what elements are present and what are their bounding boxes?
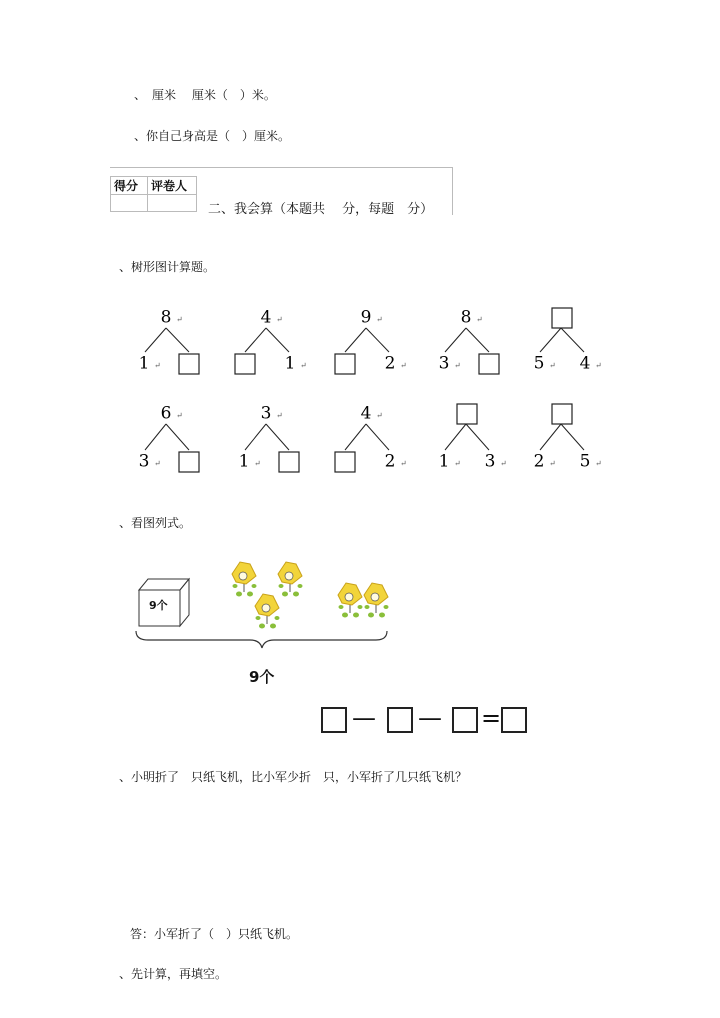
return-mark-icon: ↵ — [300, 361, 307, 370]
return-mark-icon: ↵ — [476, 315, 483, 324]
question-tree: 、树形图计算题。 — [119, 260, 216, 274]
return-mark-icon: ↵ — [454, 459, 461, 468]
equation-box-2[interactable] — [387, 707, 413, 733]
minus-sign-2: — — [418, 704, 442, 732]
question-calc-fill: 、先计算，再填空。 — [119, 967, 228, 981]
tree-right-number: 5 — [579, 451, 591, 472]
return-mark-icon: ↵ — [176, 315, 183, 324]
return-mark-icon: ↵ — [376, 411, 383, 420]
tree-right-number: 3 — [484, 451, 496, 472]
tree-top-number: 4 — [260, 307, 272, 328]
tree-left-number: 1 — [238, 451, 250, 472]
tree-top-number: 8 — [160, 307, 172, 328]
yellow-cartoon-figure-icon — [278, 562, 303, 597]
return-mark-icon: ↵ — [595, 361, 602, 370]
equals-sign: = — [481, 704, 502, 732]
yellow-cartoon-figure-icon — [255, 594, 280, 629]
tree-top-number: 6 — [160, 403, 172, 424]
tree-top-number: 4 — [360, 403, 372, 424]
return-mark-icon: ↵ — [154, 361, 161, 370]
return-mark-icon: ↵ — [500, 459, 507, 468]
total-label: 9个 — [249, 668, 275, 686]
return-mark-icon: ↵ — [400, 459, 407, 468]
brace — [136, 631, 387, 648]
tree-right-number: 1 — [284, 353, 296, 374]
return-mark-icon: ↵ — [276, 315, 283, 324]
return-mark-icon: ↵ — [400, 361, 407, 370]
return-mark-icon: ↵ — [254, 459, 261, 468]
tree-right-number: 4 — [579, 353, 591, 374]
tree-top-number: 8 — [460, 307, 472, 328]
yellow-cartoon-figure-icon — [364, 583, 389, 618]
tree-left-number: 1 — [438, 451, 450, 472]
equation-box-4[interactable] — [501, 707, 527, 733]
tree-top-number: 3 — [260, 403, 272, 424]
yellow-cartoon-figure-icon — [338, 583, 363, 618]
minus-sign-1: — — [352, 704, 376, 732]
section-title: 二、我会算（本题共 分，每题 分） — [208, 202, 434, 217]
yellow-cartoon-figure-icon — [232, 562, 257, 597]
equation-box-1[interactable] — [321, 707, 347, 733]
tree-right-number: 2 — [384, 353, 396, 374]
equation-box-3[interactable] — [452, 707, 478, 733]
return-mark-icon: ↵ — [154, 459, 161, 468]
return-mark-icon: ↵ — [595, 459, 602, 468]
return-mark-icon: ↵ — [276, 411, 283, 420]
tree-left-number: 1 — [138, 353, 150, 374]
score-label: 得分 — [111, 177, 148, 195]
question-picture: 、看图列式。 — [119, 516, 192, 530]
box-label: 9个 — [149, 599, 168, 612]
tree-left-number: 3 — [138, 451, 150, 472]
return-mark-icon: ↵ — [454, 361, 461, 370]
tree-left-number: 3 — [438, 353, 450, 374]
answer-planes: 答：小军折了（ ）只纸飞机。 — [130, 927, 299, 941]
tree-top-number: 9 — [360, 307, 372, 328]
tree-left-number: 2 — [533, 451, 545, 472]
return-mark-icon: ↵ — [549, 361, 556, 370]
return-mark-icon: ↵ — [376, 315, 383, 324]
tree-left-number: 5 — [533, 353, 545, 374]
question-height-units: 、 厘米 厘米（ ）米。 — [134, 88, 276, 102]
question-planes: 、小明折了 只纸飞机，比小军少折 只，小军折了几只纸飞机？ — [119, 770, 468, 784]
return-mark-icon: ↵ — [176, 411, 183, 420]
return-mark-icon: ↵ — [549, 459, 556, 468]
grader-label: 评卷人 — [148, 177, 197, 195]
tree-right-number: 2 — [384, 451, 396, 472]
question-own-height: 、你自己身高是（ ）厘米。 — [134, 129, 291, 143]
